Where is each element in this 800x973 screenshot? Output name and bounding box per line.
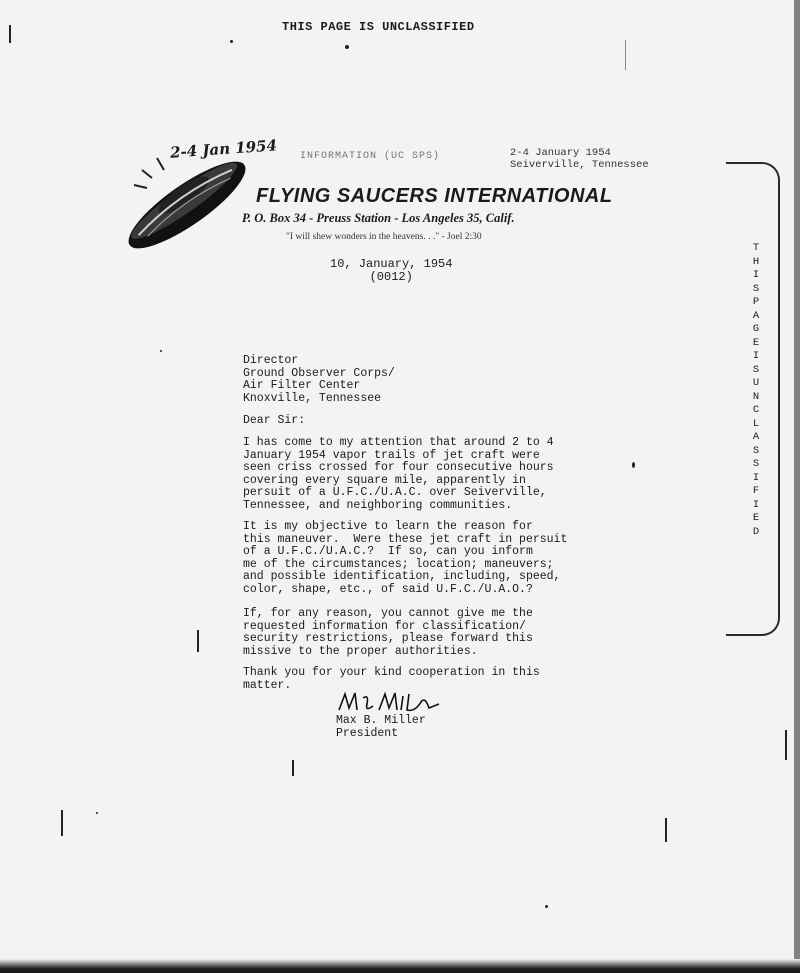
scan-speck — [632, 462, 635, 468]
stamp-header: INFORMATION (UC SPS) — [300, 151, 441, 162]
scan-right-edge — [794, 0, 800, 973]
scan-streak — [665, 818, 667, 842]
scan-streak — [292, 760, 294, 776]
recipient-address — [243, 355, 395, 405]
scan-streak — [61, 810, 63, 836]
body-paragraph-2: It is my objective to learn the reason for this maneuver. Were these jet craft in persuit of a U.F.C./U.A.C.? If so, can you inform me of the circumstances; location; maneuvers; and possible identification, including, speed, color, shape, etc., of said U.F.C./U.A.O.? — [243, 520, 568, 596]
flying-saucer-logo — [112, 150, 262, 260]
classification-banner: THIS PAGE IS UNCLASSIFIED — [282, 20, 475, 34]
side-classification: THIS PAGE IS UNCLASSIFIED — [752, 242, 760, 538]
handwritten-note: 2-4 Jan 1954 — [169, 136, 278, 162]
letter-code: (0012) — [369, 270, 413, 284]
letterhead-motto: "I will shew wonders in the heavens. . ." - Joel 2:30 — [286, 232, 482, 242]
scan-streak — [9, 25, 11, 43]
scan-speck — [96, 812, 98, 814]
signer-title: President — [336, 726, 399, 740]
scan-speck — [230, 40, 233, 43]
scan-streak — [625, 40, 626, 70]
signer-block — [336, 715, 426, 740]
body-paragraph-4: Thank you for your kind cooperation in this matter. — [243, 666, 540, 692]
recipient-line: Air Filter Center — [243, 379, 361, 392]
signer-name: Max B. Miller — [336, 714, 426, 727]
scan-speck — [160, 350, 162, 352]
letter-date: 10, January, 1954 — [330, 257, 453, 271]
recipient-line: Ground Observer Corps/ — [243, 366, 395, 380]
scan-streak — [785, 730, 787, 760]
letter-date-block — [330, 258, 452, 284]
letterhead-address: P. O. Box 34 - Preuss Station - Los Angeles 35, Calif. — [242, 211, 515, 225]
body-paragraph-1: I has come to my attention that around 2 to 4 January 1954 vapor trails of jet craft were seen criss crossed for four consecutive hours covering every square mile, apparently in persuit of a U.F.C./U.A.C. over Seiverville, Tennessee, and neighboring communities. — [243, 436, 554, 512]
scan-streak — [197, 630, 199, 652]
recipient-line: Knoxville, Tennessee — [243, 391, 382, 405]
recipient-line: Director — [243, 354, 299, 367]
scan-speck — [345, 45, 349, 49]
scan-bottom-edge — [0, 959, 800, 973]
reference-block — [510, 147, 649, 171]
reference-location: Seiverville, Tennessee — [510, 159, 649, 171]
scan-speck — [545, 905, 548, 908]
body-paragraph-3: If, for any reason, you cannot give me the requested information for classification/ security restrictions, please forward this missive to the proper authorities. — [243, 607, 533, 658]
salutation: Dear Sir: — [243, 414, 306, 427]
reference-date: 2-4 January 1954 — [510, 147, 611, 159]
letterhead-organization: FLYING SAUCERS INTERNATIONAL — [256, 185, 613, 207]
handwritten-signature — [335, 690, 445, 716]
